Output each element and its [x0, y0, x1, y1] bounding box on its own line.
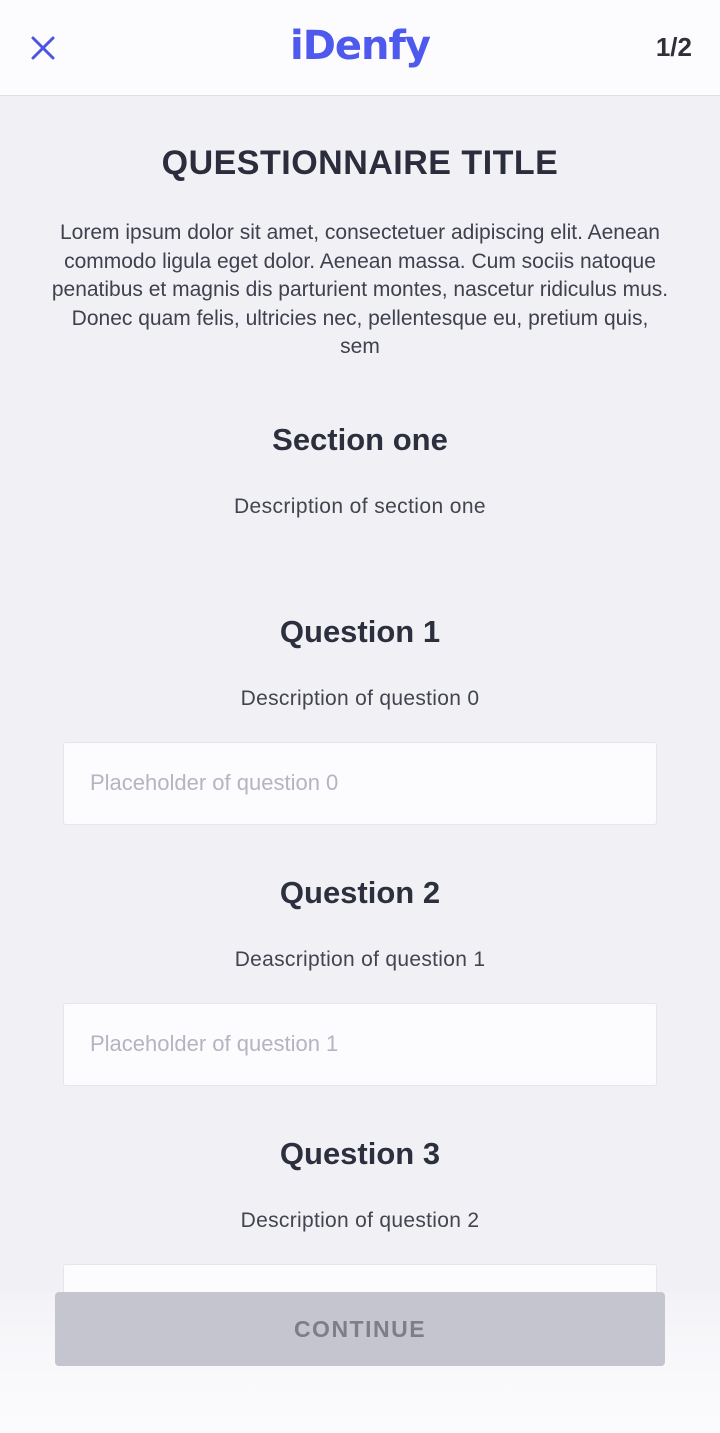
question-2-input[interactable] — [63, 1003, 657, 1086]
question-title: Question 2 — [279, 874, 441, 910]
question-block-2 — [40, 875, 680, 1086]
question-block-1 — [40, 614, 680, 825]
section-title: Section one — [272, 421, 448, 457]
header — [0, 0, 720, 96]
question-description: Description of question 2 — [240, 1208, 480, 1232]
continue-button[interactable]: CONTINUE — [55, 1292, 665, 1366]
question-1-input[interactable] — [63, 742, 657, 825]
questionnaire-intro: Lorem ipsum dolor sit amet, consectetuer adipiscing elit. Aenean commodo ligula eget dolor. Aenean massa. Cum sociis natoque penatibus et magnis dis parturient montes, nascetur ridiculus mus. Donec quam felis, ultricies nec, pellentesque eu, pretium quis, sem — [51, 221, 669, 358]
questionnaire-title: QUESTIONNAIRE TITLE — [161, 144, 559, 182]
section-description: Description of section one — [233, 494, 487, 518]
question-title: Question 3 — [279, 1135, 441, 1171]
idenfy-logo: iDenfy — [290, 22, 430, 69]
question-description: Deascription of question 1 — [234, 947, 486, 971]
questionnaire-content — [0, 96, 720, 1347]
question-description: Description of question 0 — [240, 686, 480, 710]
footer — [0, 1292, 720, 1433]
question-title: Question 1 — [279, 613, 441, 649]
close-icon — [28, 33, 58, 63]
page-indicator: 1/2 — [655, 32, 692, 62]
close-button[interactable] — [28, 28, 68, 68]
